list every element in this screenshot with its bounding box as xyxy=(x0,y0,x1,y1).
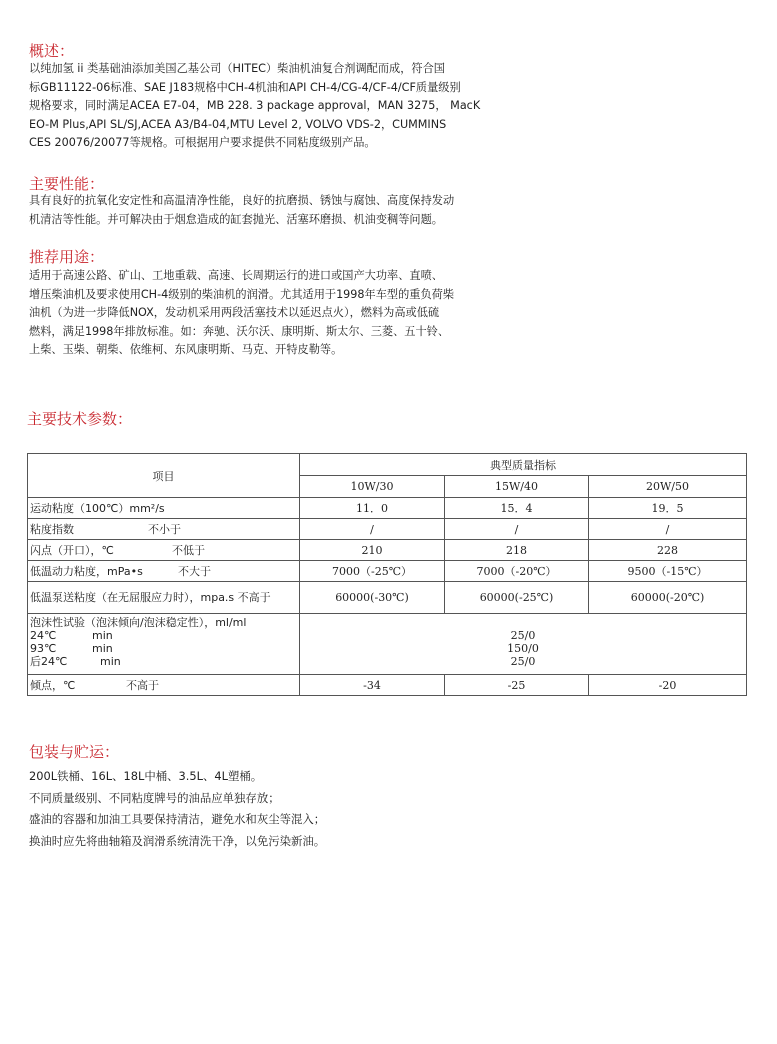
overview-line: 规格要求，同时满足ACEA E7-04，MB 228. 3 package approval，MAN 3275， MacK xyxy=(29,99,481,113)
row-condition: 不小于 xyxy=(148,523,181,536)
row-label: 闪点（开口），℃ 不低于 xyxy=(28,540,300,561)
overview-line: CES 20076/20077等规格。可根据用户要求提供不同粘度级别产品。 xyxy=(29,136,376,150)
cell-value: 9500（-15℃） xyxy=(589,561,747,582)
row-condition: 不大于 xyxy=(178,565,211,578)
cell-value: 15．4 xyxy=(445,498,589,519)
grade-header: 15W/40 xyxy=(445,476,589,498)
overview-title: 概述： xyxy=(29,42,75,60)
cell-value: / xyxy=(589,519,747,540)
table-row xyxy=(28,498,747,519)
table-row xyxy=(28,519,747,540)
foam-values xyxy=(300,614,747,675)
row-condition: 不低于 xyxy=(172,544,205,557)
performance-line: 具有良好的抗氧化安定性和高温清净性能，良好的抗磨损、锈蚀与腐蚀、高度保持发动 xyxy=(29,194,455,207)
row-label: 粘度指数 不小于 xyxy=(28,519,300,540)
spec-table xyxy=(27,453,747,696)
foam-sub: 后24℃ min xyxy=(30,655,121,668)
row-label: 低温泵送粘度（在无屈服应力时），mpa.s 不高于 xyxy=(28,582,300,614)
cell-value: -25 xyxy=(445,675,589,696)
cell-value: 218 xyxy=(445,540,589,561)
specs-title: 主要技术参数： xyxy=(27,410,133,428)
cell-value: / xyxy=(300,519,445,540)
performance-title: 主要性能： xyxy=(29,175,105,193)
row-label: 倾点，℃ 不高于 xyxy=(28,675,300,696)
cell-value: -34 xyxy=(300,675,445,696)
cell-value: 19．5 xyxy=(589,498,747,519)
table-row xyxy=(28,561,747,582)
usage-title: 推荐用途： xyxy=(29,248,105,266)
cell-value: 210 xyxy=(300,540,445,561)
table-row xyxy=(28,675,747,696)
cell-value: -20 xyxy=(589,675,747,696)
cell-value: 60000(-20℃) xyxy=(589,582,747,614)
foam-title: 泡沫性试验（泡沫倾向/泡沫稳定性），ml/ml xyxy=(30,616,247,629)
cell-value: 7000（-20℃） xyxy=(445,561,589,582)
usage-line: 上柴、玉柴、朝柴、依维柯、东风康明斯、马克、开特皮勒等。 xyxy=(29,343,343,357)
row-label: 运动粘度（100℃）mm²/s xyxy=(28,498,300,519)
packaging-line: 200L铁桶、16L、18L中桶、3.5L、4L塑桶。 xyxy=(29,769,263,783)
packaging-line: 盛油的容器和加油工具要保持清洁，避免水和灰尘等混入； xyxy=(29,812,326,826)
foam-sub: 24℃ min xyxy=(30,629,113,642)
foam-value: 150/0 xyxy=(507,642,539,655)
table-row xyxy=(28,582,747,614)
overview-line: EO-M Plus,API SL/SJ,ACEA A3/B4-04,MTU Level 2, VOLVO VDS-2，CUMMINS xyxy=(29,117,447,131)
usage-line: 燃料，满足1998年排放标准。如：奔驰、沃尔沃、康明斯、斯太尔、三菱、五十铃、 xyxy=(29,324,450,338)
cell-value: 7000（-25℃） xyxy=(300,561,445,582)
usage-line: 油机（为进一步降低NOX，发动机采用两段活塞技术以延迟点火），燃料为高或低硫 xyxy=(29,306,440,320)
overview-line: 以纯加氢 ii 类基础油添加美国乙基公司（HITEC）柴油机油复合剂调配而成，符合国 xyxy=(29,62,445,75)
cell-value: 11．0 xyxy=(300,498,445,519)
cell-value: / xyxy=(445,519,589,540)
foam-label xyxy=(28,614,300,675)
performance-line: 机清洁等性能。并可解决由于烟怠造成的缸套抛光、活塞环磨损、机油变稠等问题。 xyxy=(29,212,443,226)
packaging-line: 不同质量级别、不同粘度牌号的油品应单独存放； xyxy=(29,790,280,805)
foam-value: 25/0 xyxy=(510,629,536,642)
table-row xyxy=(28,540,747,561)
foam-sub: 93℃ min xyxy=(30,642,113,655)
performance-text xyxy=(29,192,501,229)
cell-value: 228 xyxy=(589,540,747,561)
packaging-title: 包装与贮运： xyxy=(29,743,120,761)
table-row-foam xyxy=(28,614,747,675)
cell-value: 60000(-30℃) xyxy=(300,582,445,614)
row-condition: 不高于 xyxy=(126,679,159,692)
row-label: 低温动力粘度，mPa•s 不大于 xyxy=(28,561,300,582)
usage-line: 增压柴油机及要求使用CH-4级别的柴油机的润滑。尤其适用于1998年车型的重负荷柴 xyxy=(29,287,455,301)
usage-text xyxy=(29,267,501,360)
cell-value: 60000(-25℃) xyxy=(445,582,589,614)
packaging-text xyxy=(29,766,325,852)
packaging-line: 换油时应先将曲轴箱及润滑系统清洗干净，以免污染新油。 xyxy=(29,833,326,848)
overview-text xyxy=(29,60,501,153)
foam-value: 25/0 xyxy=(510,655,536,668)
overview-line: 标GB11122-06标准、SAE J183规格中CH-4机油和API CH-4/CG-4/CF-4/CF质量级别 xyxy=(29,80,461,94)
group-header: 典型质量指标 xyxy=(300,454,747,476)
item-header: 项目 xyxy=(28,454,300,498)
grade-header: 10W/30 xyxy=(300,476,445,498)
grade-header: 20W/50 xyxy=(589,476,747,498)
usage-line: 适用于高速公路、矿山、工地重载、高速、长周期运行的进口或国产大功率、直喷、 xyxy=(29,269,443,282)
